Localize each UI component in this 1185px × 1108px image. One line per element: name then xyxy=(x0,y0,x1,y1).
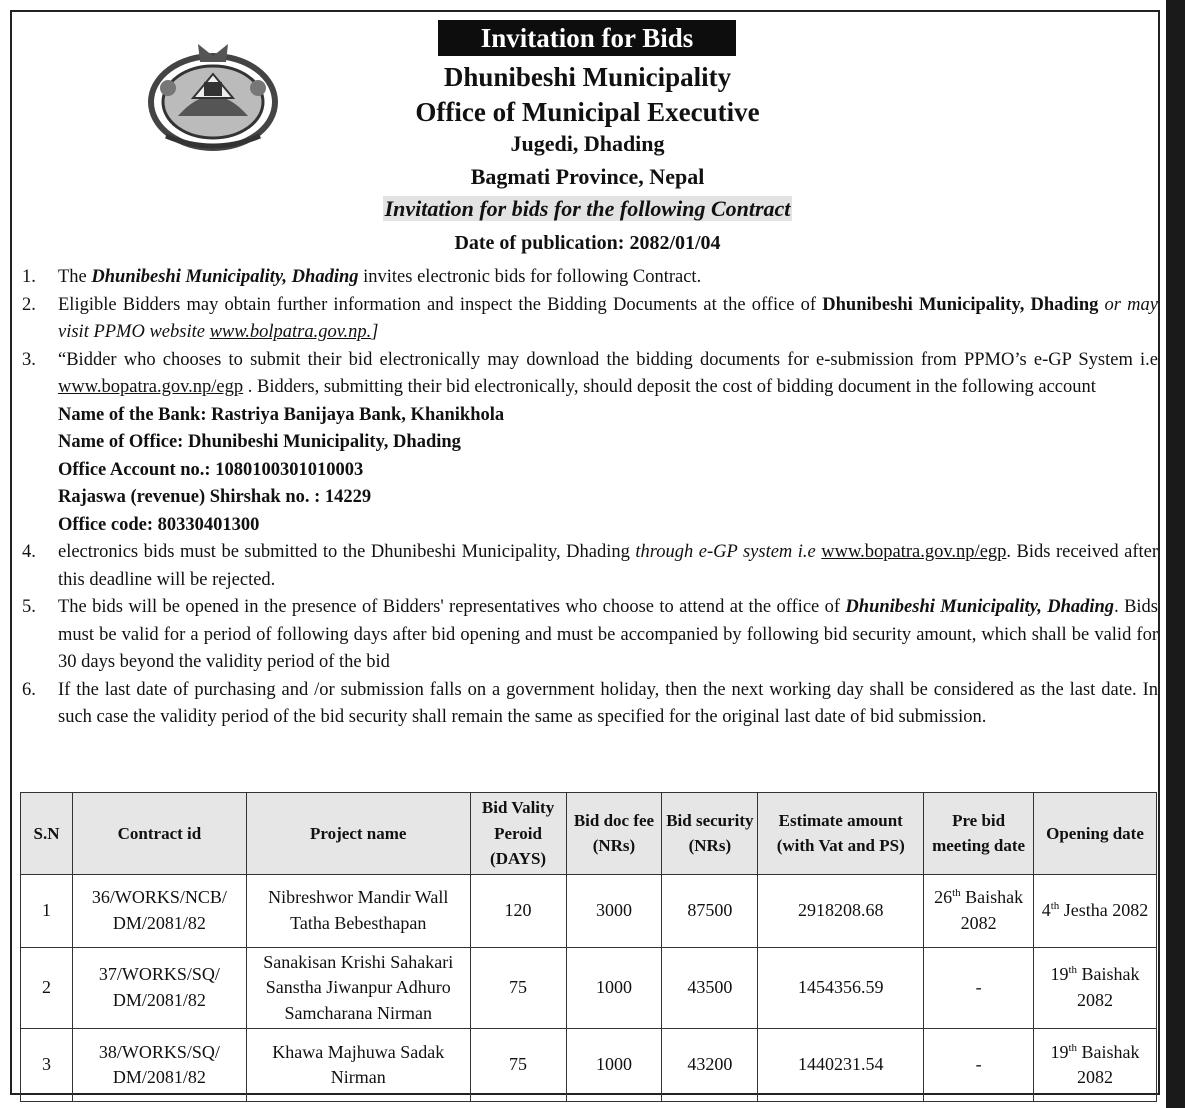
table-row: 1 36/WORKS/NCB/ DM/2081/82 Nibreshwor Mandir Wall Tatha Bebesthapan 120 3000 87500 2918208.68 26th Baishak 2082 4th Jestha 2082 xyxy=(21,874,1157,947)
office-code: Office code: 80330401300 xyxy=(58,514,260,535)
province: Bagmati Province, Nepal xyxy=(470,164,705,189)
egp-link[interactable]: www.bopatra.gov.np/egp xyxy=(821,542,1007,562)
col-header: Bid doc fee (NRs) xyxy=(566,793,662,875)
table-row: 2 37/WORKS/SQ/ DM/2081/82 Sanakisan Krishi Sahakari Sanstha Jiwanpur Adhuro Samcharana Nirman 75 1000 43500 1454356.59 - 19th Baishak 2082 xyxy=(21,947,1157,1029)
list-item: 6. If the last date of purchasing and /or submission falls on a government holiday, then the next working day shall be considered as the last date. In such case the validity period of the bid security shall remain the same as specified for the original last date of bid submission. xyxy=(22,679,1158,727)
org-name: Dhunibeshi Municipality xyxy=(443,62,732,92)
table-header-row xyxy=(21,793,1157,875)
publication-date: Date of publication: 2082/01/04 xyxy=(454,232,721,254)
col-header: Estimate amount (with Vat and PS) xyxy=(758,793,924,875)
list-item: 2. Eligible Bidders may obtain further information and inspect the Bidding Documents at the office of Dhunibeshi Municipality, Dhading or may visit PPMO website www.bolpatra.gov.np.] xyxy=(22,294,1158,342)
office-name: Office of Municipal Executive xyxy=(415,97,760,127)
col-header: Opening date xyxy=(1034,793,1157,875)
col-header: Bid Vality Peroid (DAYS) xyxy=(470,793,566,875)
col-header: Project name xyxy=(246,793,470,875)
col-header: Bid security (NRs) xyxy=(662,793,758,875)
notice-body xyxy=(22,264,1158,732)
bank-name: Name of the Bank: Rastriya Banijaya Bank, Khanikhola xyxy=(58,404,505,425)
banner-title: Invitation for Bids xyxy=(438,20,736,56)
bank-office-name: Name of Office: Dhunibeshi Municipality, Dhading xyxy=(58,432,461,452)
table-row: 3 38/WORKS/SQ/ DM/2081/82 Khawa Majhuwa Sadak Nirman 75 1000 43200 1440231.54 - 19th Baishak 2082 xyxy=(21,1029,1157,1102)
col-header: Contract id xyxy=(72,793,246,875)
location: Jugedi, Dhading xyxy=(510,131,665,156)
bids-table xyxy=(20,792,1157,1102)
egp-link[interactable]: www.bopatra.gov.np/egp xyxy=(58,377,244,397)
list-item: 3. “Bidder who chooses to submit their bid electronically may download the bidding documents for e-submission from PPMO’s e-GP System i.e www.bopatra.gov.np/egp . Bidders, submitting their bid electronically, should deposit the cost of bidding document in the following account Name of the Bank: Rastriya Banijaya Bank, Khanikhola Name of Office: Dhunibeshi Municipality, Dhading Office Account no.: 1080100301010003 Rajaswa (revenue) Shirshak no. : 14229 Office code: 80330401300 xyxy=(22,347,1158,540)
subtitle: Invitation for bids for the following Contract xyxy=(384,196,791,221)
revenue-head: Rajaswa (revenue) Shirshak no. : 14229 xyxy=(58,487,372,507)
account-number: Office Account no.: 1080100301010003 xyxy=(58,459,364,480)
col-header: S.N xyxy=(21,793,73,875)
list-item: 5. The bids will be opened in the presence of Bidders' representatives who choose to attend at the office of Dhunibeshi Municipality, Dhading. Bids must be valid for a period of following days after bid opening and must be accompanied by following bid security amount, which shall be valid for 30 days beyond the validity period of the bid xyxy=(22,597,1158,672)
list-item: 4. electronics bids must be submitted to the Dhunibeshi Municipality, Dhading through e-GP system i.e www.bopatra.gov.np/egp. Bids received after this deadline will be rejected. xyxy=(22,542,1159,590)
col-header: Pre bid meeting date xyxy=(924,793,1034,875)
ppmo-link[interactable]: www.bolpatra.gov.np. xyxy=(209,322,372,342)
list-item: 1. The Dhunibeshi Municipality, Dhading invites electronic bids for following Contract. xyxy=(22,267,702,287)
